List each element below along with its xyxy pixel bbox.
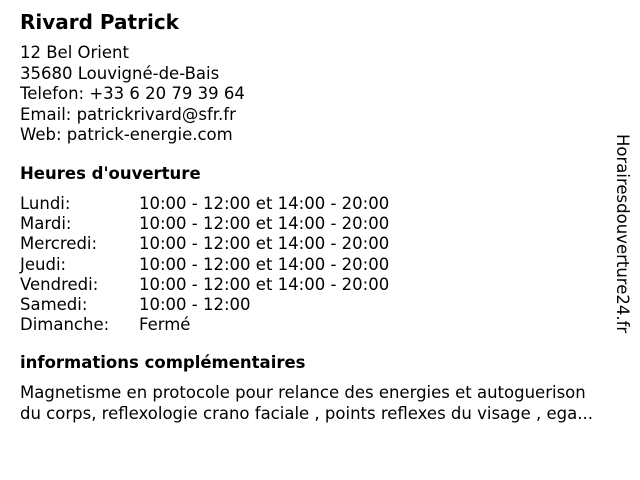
day-label: Dimanche:	[20, 315, 110, 335]
hours-row-sunday	[20, 315, 440, 335]
contact-block	[20, 43, 245, 146]
day-hours: 10:00 - 12:00 et 14:00 - 20:00	[139, 194, 390, 213]
additional-info-text	[20, 383, 630, 424]
hours-row-wednesday	[20, 234, 440, 254]
day-hours: Fermé	[139, 315, 191, 335]
opening-hours-table	[20, 194, 440, 335]
day-label: Jeudi:	[20, 254, 67, 274]
day-hours: 10:00 - 12:00	[139, 294, 251, 314]
day-label: Mardi:	[20, 214, 72, 234]
opening-hours-heading: Heures d'ouverture	[20, 164, 201, 183]
day-hours: 10:00 - 12:00 et 14:00 - 20:00	[139, 254, 390, 274]
day-hours: 10:00 - 12:00 et 14:00 - 20:00	[139, 234, 390, 254]
hours-row-monday	[20, 194, 440, 214]
email-address: Email: patrickrivard@sfr.fr	[20, 104, 236, 124]
day-label: Samedi:	[20, 294, 88, 314]
address-street: 12 Bel Orient	[20, 43, 129, 62]
website: Web: patrick-energie.com	[20, 125, 233, 144]
day-hours: 10:00 - 12:00 et 14:00 - 20:00	[139, 274, 390, 294]
site-watermark: Horairesdouverture24.fr	[613, 134, 632, 334]
day-label: Lundi:	[20, 194, 71, 213]
address-city: 35680 Louvigné-de-Bais	[20, 63, 220, 83]
business-name: Rivard Patrick	[20, 10, 179, 34]
additional-info-line: du corps, reflexologie crano faciale , points reflexes du visage , ega...	[20, 403, 593, 423]
additional-info-line: Magnetisme en protocole pour relance des energies et autoguerison	[20, 383, 586, 402]
hours-row-thursday	[20, 255, 440, 275]
day-label: Mercredi:	[20, 234, 98, 254]
additional-info-heading: informations complémentaires	[20, 353, 306, 372]
hours-row-saturday	[20, 295, 440, 315]
day-hours: 10:00 - 12:00 et 14:00 - 20:00	[139, 214, 390, 234]
hours-row-friday	[20, 275, 440, 295]
hours-row-tuesday	[20, 214, 440, 234]
phone-number: Telefon: +33 6 20 79 39 64	[20, 84, 245, 103]
day-label: Vendredi:	[20, 274, 99, 294]
